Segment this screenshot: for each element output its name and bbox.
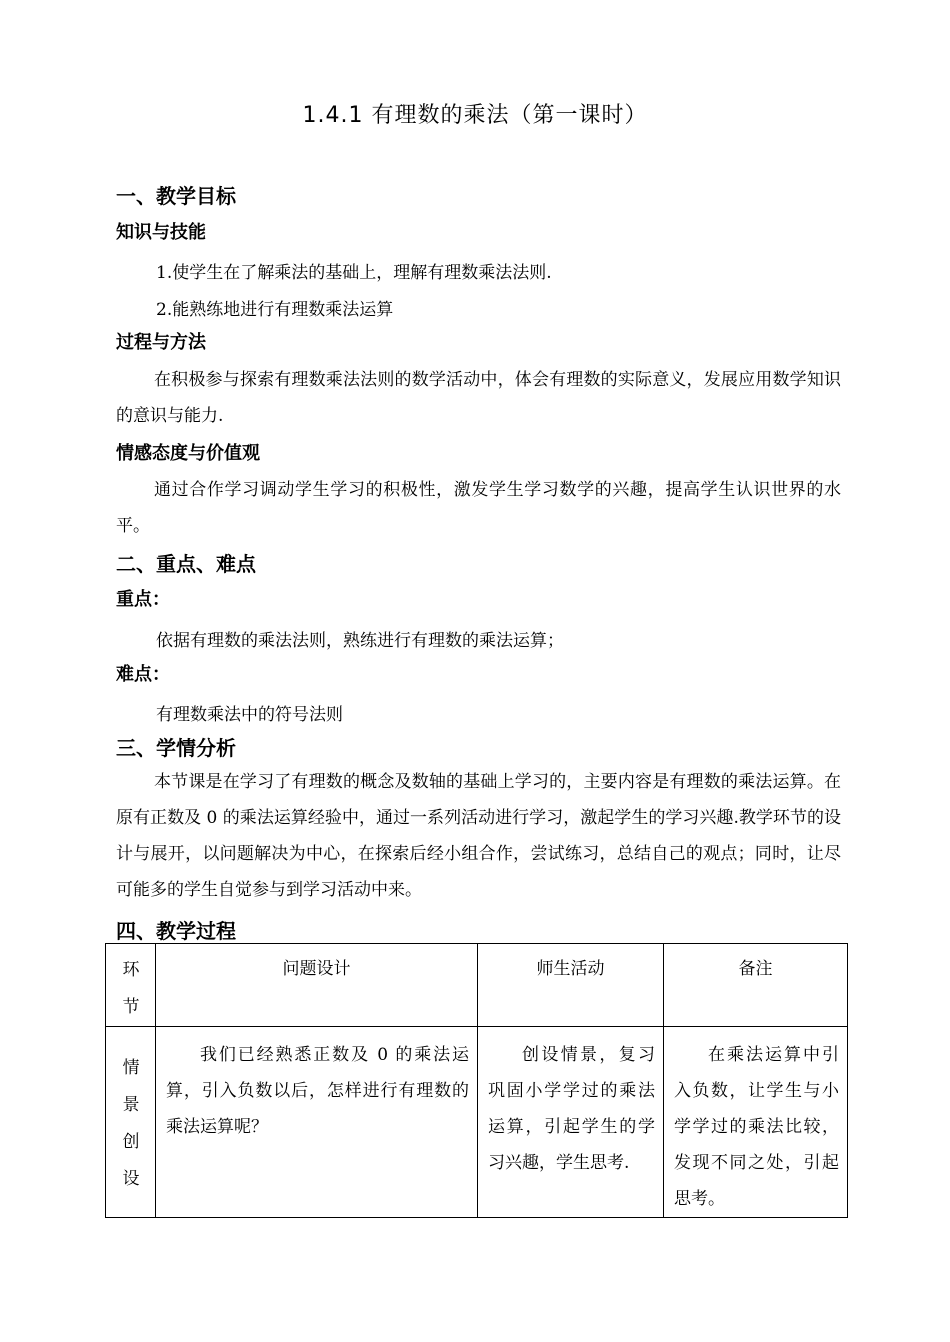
- table-cell-activity: 创设情景，复习巩固小学学过的乘法运算，引起学生的学习兴趣，学生思考.: [478, 1027, 664, 1218]
- section-heading-analysis: 三、学情分析: [116, 736, 236, 760]
- header-stage: 环节: [122, 960, 140, 1017]
- subheading-knowledge: 知识与技能: [116, 222, 206, 243]
- knowledge-item-2: 2.能熟练地进行有理数乘法运算: [156, 300, 394, 320]
- subheading-difficult: 难点：: [116, 664, 170, 685]
- subheading-process: 过程与方法: [116, 332, 206, 353]
- section-heading-key-points: 二、重点、难点: [116, 552, 256, 576]
- knowledge-item-1: 1.使学生在了解乘法的基础上，理解有理数乘法法则.: [156, 263, 552, 283]
- table-cell-question: 我们已经熟悉正数及 0 的乘法运算，引入负数以后，怎样进行有理数的乘法运算呢？: [156, 1027, 478, 1218]
- key-point-text: 依据有理数的乘法法则，熟练进行有理数的乘法运算；: [156, 631, 564, 651]
- section-heading-goals: 一、教学目标: [116, 184, 236, 208]
- table-header-row: [106, 944, 848, 1027]
- table-header-cell: 备注: [664, 944, 848, 1027]
- table-cell-note: 在乘法运算中引入负数，让学生与小学学过的乘法比较，发现不同之处，引起思考。: [664, 1027, 848, 1218]
- process-paragraph: 在积极参与探索有理数乘法法则的数学活动中，体会有理数的实际意义，发展应用数学知识的意识与能力.: [116, 370, 841, 426]
- analysis-paragraph: 本节课是在学习了有理数的概念及数轴的基础上学习的，主要内容是有理数的乘法运算。在原有正数及 0 的乘法运算经验中，通过一系列活动进行学习，激起学生的学习兴趣.教学环节的设计与展开，以问题解决为中心，在探索后经小组合作，尝试练习，总结自己的观点；同时，让尽可能多的学生自觉参与到学习活动中来。: [116, 772, 841, 900]
- stage-text: 情景创设: [122, 1058, 140, 1189]
- subheading-key: 重点：: [116, 589, 170, 610]
- table-cell-stage: [106, 1027, 156, 1218]
- section-heading-process: 四、教学过程: [116, 919, 236, 943]
- page-title: 1.4.1 有理数的乘法（第一课时）: [302, 103, 648, 128]
- subheading-emotion: 情感态度与价值观: [116, 443, 260, 464]
- table-row: [106, 1027, 848, 1218]
- table-header-cell: 问题设计: [156, 944, 478, 1027]
- emotion-paragraph: 通过合作学习调动学生学习的积极性，激发学生学习数学的兴趣，提高学生认识世界的水平。: [116, 480, 841, 536]
- teaching-process-table: [105, 943, 848, 1218]
- table-header-cell: [106, 944, 156, 1027]
- difficult-point-text: 有理数乘法中的符号法则: [156, 705, 343, 725]
- table-header-cell: 师生活动: [478, 944, 664, 1027]
